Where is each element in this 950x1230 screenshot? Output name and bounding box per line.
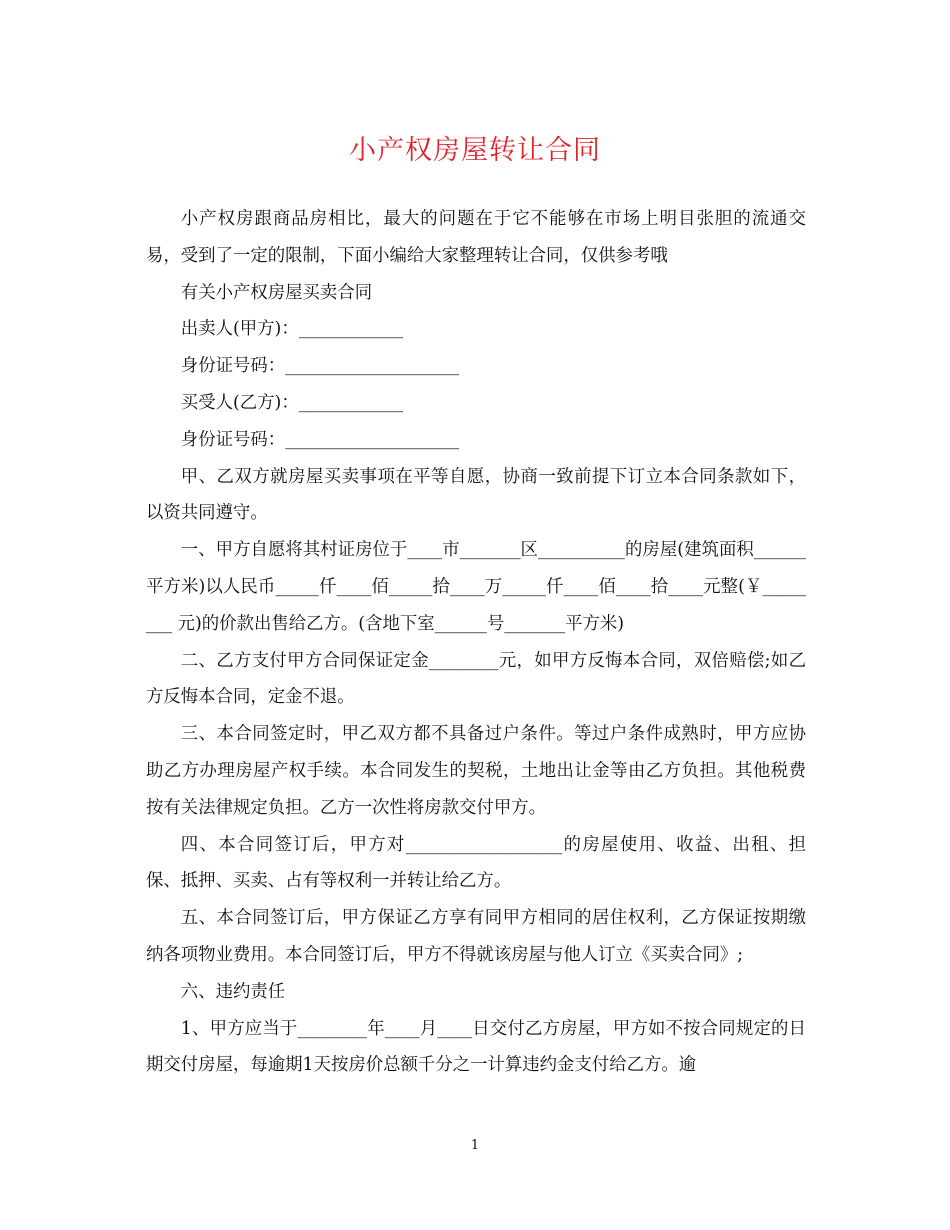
buyer-id-line: 身份证号码：____________________ (180, 429, 460, 450)
clause-4: 四、本合同签订后，甲方对__________________的房屋使用、收益、出租、担保、抵押、买卖、占有等权利一并转让给乙方。 (146, 834, 806, 892)
paragraph-agreement: 甲、乙双方就房屋买卖事项在平等自愿，协商一致前提下订立本合同条款如下，以资共同遵守。 (146, 466, 806, 524)
seller-id-line: 身份证号码：____________________ (180, 356, 460, 377)
clause-1: 一、甲方自愿将其村证房位于____市_______区__________的房屋(建筑面积______平方米)以人民币_____仟____佰_____拾____万_____仟____佰____拾____元整(￥________ 元)的价款出售给乙方。(含地下室______号_______平方米) (146, 540, 806, 634)
clause-2: 二、乙方支付甲方合同保证定金________元，如甲方反悔本合同，双倍赔偿;如乙方反悔本合同，定金不退。 (146, 650, 806, 708)
clause-6-1: 1、甲方应当于________年____月____日交付乙方房屋，甲方如不按合同规定的日期交付房屋，每逾期1天按房价总额千分之一计算违约金支付给乙方。逾 (146, 1018, 806, 1076)
page-number: 1 (470, 1138, 480, 1153)
paragraph-heading: 有关小产权房屋买卖合同 (180, 282, 373, 303)
clause-5: 五、本合同签订后，甲方保证乙方享有同甲方相同的居住权利，乙方保证按期缴纳各项物业费用。本合同签订后，甲方不得就该房屋与他人订立《买卖合同》; (146, 908, 806, 965)
paragraph-intro: 小产权房跟商品房相比，最大的问题在于它不能够在市场上明目张胆的流通交易，受到了一定的限制，下面小编给大家整理转让合同，仅供参考哦 (146, 209, 806, 266)
clause-3: 三、本合同签定时，甲乙双方都不具备过户条件。等过户条件成熟时，甲方应协助乙方办理房屋产权手续。本合同发生的契税，土地出让金等由乙方负担。其他税费按有关法律规定负担。乙方一次性将房款交付甲方。 (146, 724, 806, 818)
seller-line: 出卖人(甲方)：____________ (180, 319, 404, 340)
clause-6-heading: 六、违约责任 (180, 981, 286, 1002)
buyer-line: 买受人(乙方)：____________ (180, 392, 404, 413)
document-title: 小产权房屋转让合同 (349, 135, 601, 166)
document-body (146, 201, 806, 1084)
